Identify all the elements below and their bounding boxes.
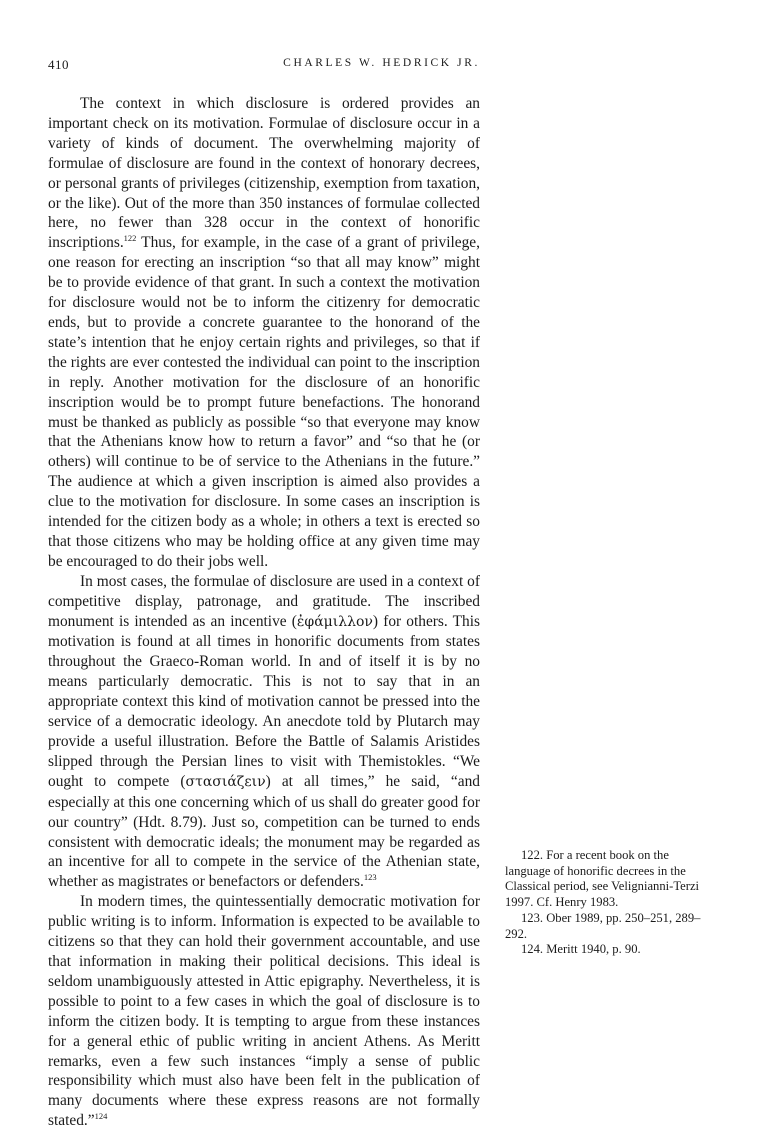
greek-term: ἐφάμιλλον xyxy=(296,613,373,630)
paragraph-text: In most cases, the formulae of disclosure are used in a context of competitive display, patronage, and gratitude. The inscribed monument is intended as an incentive ( xyxy=(48,572,480,630)
paragraph-text: The context in which disclosure is ordered provides an important check on its motivation. Formulae of disclosure occur in a variety of kinds of document. The overwhelming majority of formulae of disclosure are found in the context of honorary decrees, or personal grants of privileges (citizenship, exemption from taxation, or the like). Out of the more than 350 instances of formulae collected here, no fewer than 328 occur in the context of honorific inscriptions. xyxy=(48,95,480,252)
footnotes xyxy=(505,848,713,958)
paragraph-text: In modern times, the quintessentially democratic motivation for public writing is to inform. Information is expected to be available to citizens so that they can hold their government accountable, and use that information in making their political decisions. This ideal is seldom unambiguously attested in Attic epigraphy. Nevertheless, it is possible to point to a few cases in which the goal of disclosure is to inform the citizen body. It is tempting to argue from these instances for a general ethic of public writing in ancient Athens. As Meritt remarks, even a few such instances “imply a sense of public responsibility which must also have been felt in the publication of many documents where these express reasons are not formally stated.” xyxy=(48,893,480,1130)
footnote-reference[interactable]: 122 xyxy=(123,233,137,244)
footnote-reference[interactable]: 123 xyxy=(363,872,377,883)
paragraph-text: Thus, for example, in the case of a grant of privilege, one reason for erecting an inscription “so that all may know” might be to provide evidence of that grant. In such a context the motivation for disclosure would not be to inform the citizenry for democratic ends, but to provide a concrete guarantee to the honorand of the state’s intention that he enjoy certain rights and privileges, so that if the rights are ever contested the individual can point to the inscription in reply. Another motivation for the disclosure of an honorific inscription would be to prompt future benefactions. The honorand must be thanked as publicly as possible “so that everyone may know that the Athenians know how to return a favor” and “so that he (or others) will continue to be of service to the Athenians in the future.” The audience at which a given inscription is aimed also provides a clue to the motivation for disclosure. In some cases an inscription is intended for the citizen body as a whole; in others a text is erected so that those citizens who may be holding office at any given time may be encouraged to do their jobs well. xyxy=(48,234,480,570)
paragraph-text: ) for others. This motivation is found at all times in honorific documents from states throughout the Graeco-Roman world. In and of itself it is by no means particularly democratic. This is not to say that in an appropriate context this kind of motivation cannot be pressed into the service of a democratic ideology. An anecdote told by Plutarch may provide a useful illustration. Before the Battle of Salamis Aristides slipped through the Persian lines to visit with Themistokles. “We ought to compete ( xyxy=(48,612,480,790)
footnote: 122. For a recent book on the language of honorific decrees in the Classical period, see Velignianni-Terzi 1997. Cf. Henry 1983. xyxy=(505,848,700,910)
page-number: 410 xyxy=(48,57,69,72)
paragraph xyxy=(48,94,480,572)
greek-term: στασιάζειν xyxy=(185,773,266,790)
paragraph xyxy=(48,572,480,893)
main-text xyxy=(48,94,480,1131)
footnote: 124. Meritt 1940, p. 90. xyxy=(521,942,641,957)
running-head: CHARLES W. HEDRICK JR. xyxy=(283,57,480,69)
paragraph xyxy=(48,892,480,1131)
paragraph-text: ) at all times,” he said, “and especially at this one concerning which of us shall do greater good for our country” (Hdt. 8.79). Just so, competition can be turned to ends consistent with democratic ideals; the monument may be regarded as an incentive for all to compete in the service of the Athenian state, whether as magistrates or benefactors or defenders. xyxy=(48,772,480,891)
footnote: 123. Ober 1989, pp. 250–251, 289–292. xyxy=(505,910,701,941)
footnote-reference[interactable]: 124 xyxy=(94,1111,108,1122)
